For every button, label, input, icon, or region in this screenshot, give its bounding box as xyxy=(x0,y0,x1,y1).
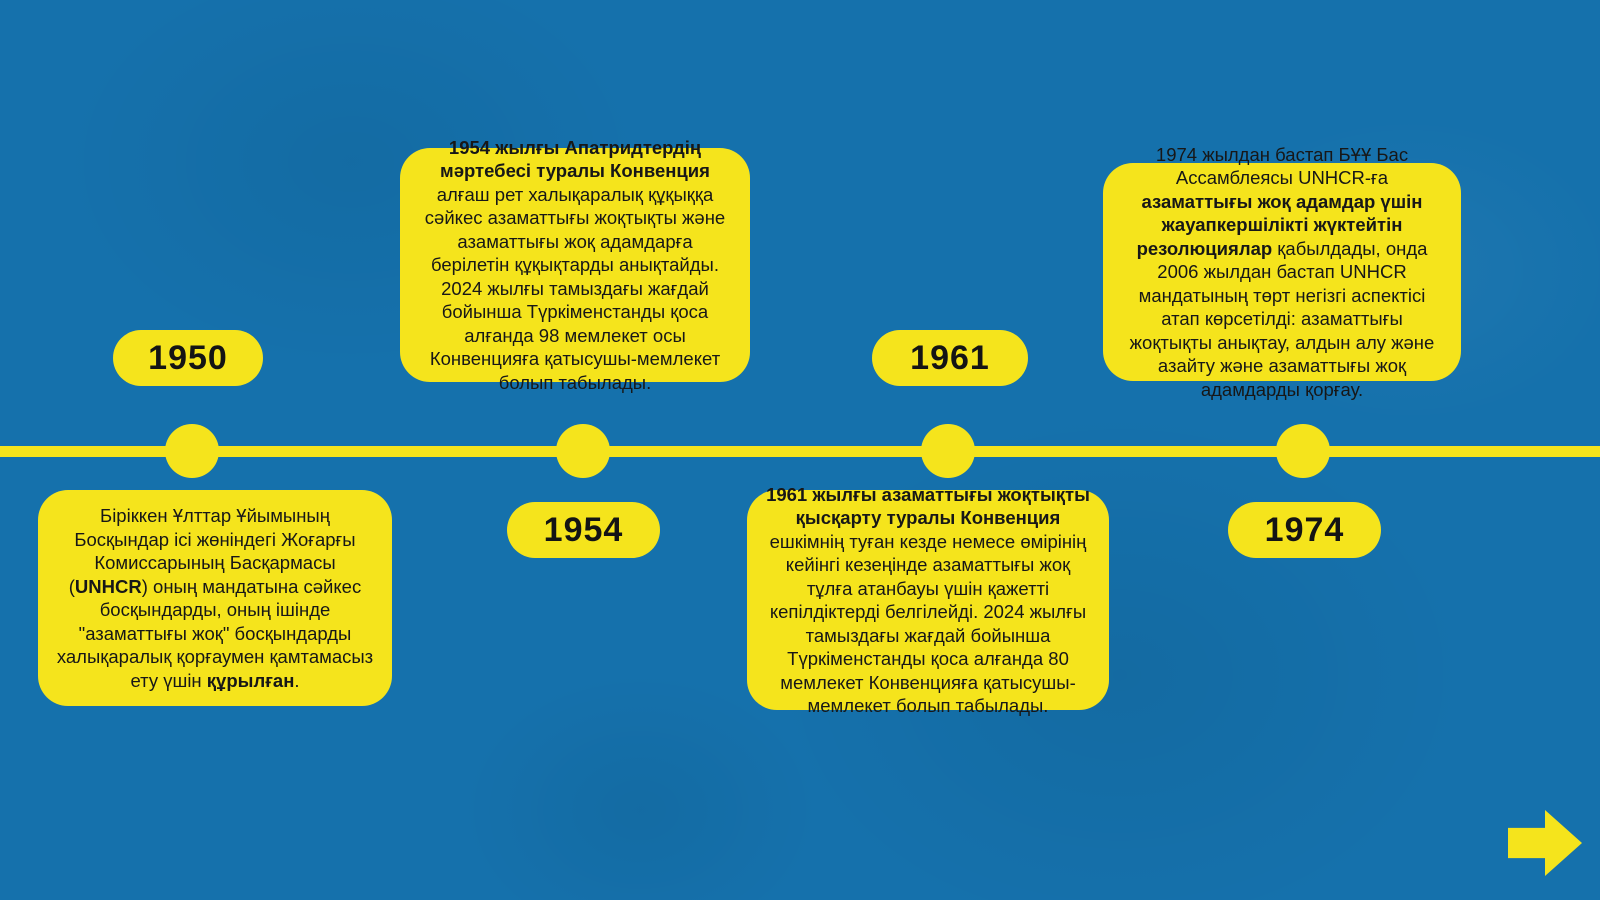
event-text-1954: 1954 жылғы Апатридтердің мәртебесі туралы Конвенция алғаш рет халықаралық құқыққа сәйкес азаматтығы жоқтықты және азаматтығы жоқ адамдарға берілетін құқықтарды анықтайды. 2024 жылғы тамыздағы жағдай бойынша Түркіменстанды қоса алғанда 98 мемлекет осы Конвенцияға қатысушы-мемлекет болып табылады. xyxy=(424,136,726,393)
year-label-1974: 1974 xyxy=(1264,510,1345,549)
year-label-1961: 1961 xyxy=(910,338,990,377)
event-card-1954 xyxy=(400,136,750,393)
year-label-1950: 1950 xyxy=(148,338,228,377)
next-arrow-icon[interactable] xyxy=(1508,810,1582,876)
event-card-1974 xyxy=(1103,143,1461,400)
timeline-line xyxy=(0,446,1600,457)
year-label-1954: 1954 xyxy=(543,510,624,549)
event-text-1950: Біріккен Ұлттар Ұйымының Босқындар ісі жөніндегі Жоғарғы Комиссарының Басқармасы (UNHCR) оның мандатына сәйкес босқындарды, оның ішінде "азаматтығы жоқ" босқындарды халықаралық қорғаумен қамтамасыз ету үшін құрылған. xyxy=(56,505,374,691)
year-pill-1950 xyxy=(113,330,263,386)
timeline-node-1961 xyxy=(921,424,975,478)
timeline-node-1974 xyxy=(1276,424,1330,478)
event-card-1961 xyxy=(747,483,1109,716)
event-text-1961: 1961 жылғы азаматтығы жоқтықты қысқарту туралы Конвенция ешкімнің туған кезде немесе өмірінің кейінгі кезеңінде азаматтығы жоқ тұлға атанбауы үшін қажетті кепілдіктерді белгілейді. 2024 жылғы тамыздағы жағдай бойынша Түркіменстанды қоса алғанда 80 мемлекет Конвенцияға қатысушы-мемлекет болып табылады. xyxy=(766,483,1090,716)
year-pill-1974 xyxy=(1228,502,1381,558)
event-card-1950 xyxy=(38,490,392,706)
timeline-node-1950 xyxy=(165,424,219,478)
year-pill-1961 xyxy=(872,330,1028,386)
timeline-node-1954 xyxy=(556,424,610,478)
year-pill-1954 xyxy=(507,502,660,558)
event-text-1974: 1974 жылдан бастап БҰҰ Бас Ассамблеясы UNHCR-ға азаматтығы жоқ адамдар үшін жауапкершілікті жүктейтін резолюциялар қабылдады, онда 2006 жылдан бастап UNHCR мандатының төрт негізгі аспектісі атап көрсетілді: азаматтығы жоқтықты анықтау, алдын алу және азайту және азаматтығы жоқ адамдарды қорғау. xyxy=(1129,143,1435,400)
